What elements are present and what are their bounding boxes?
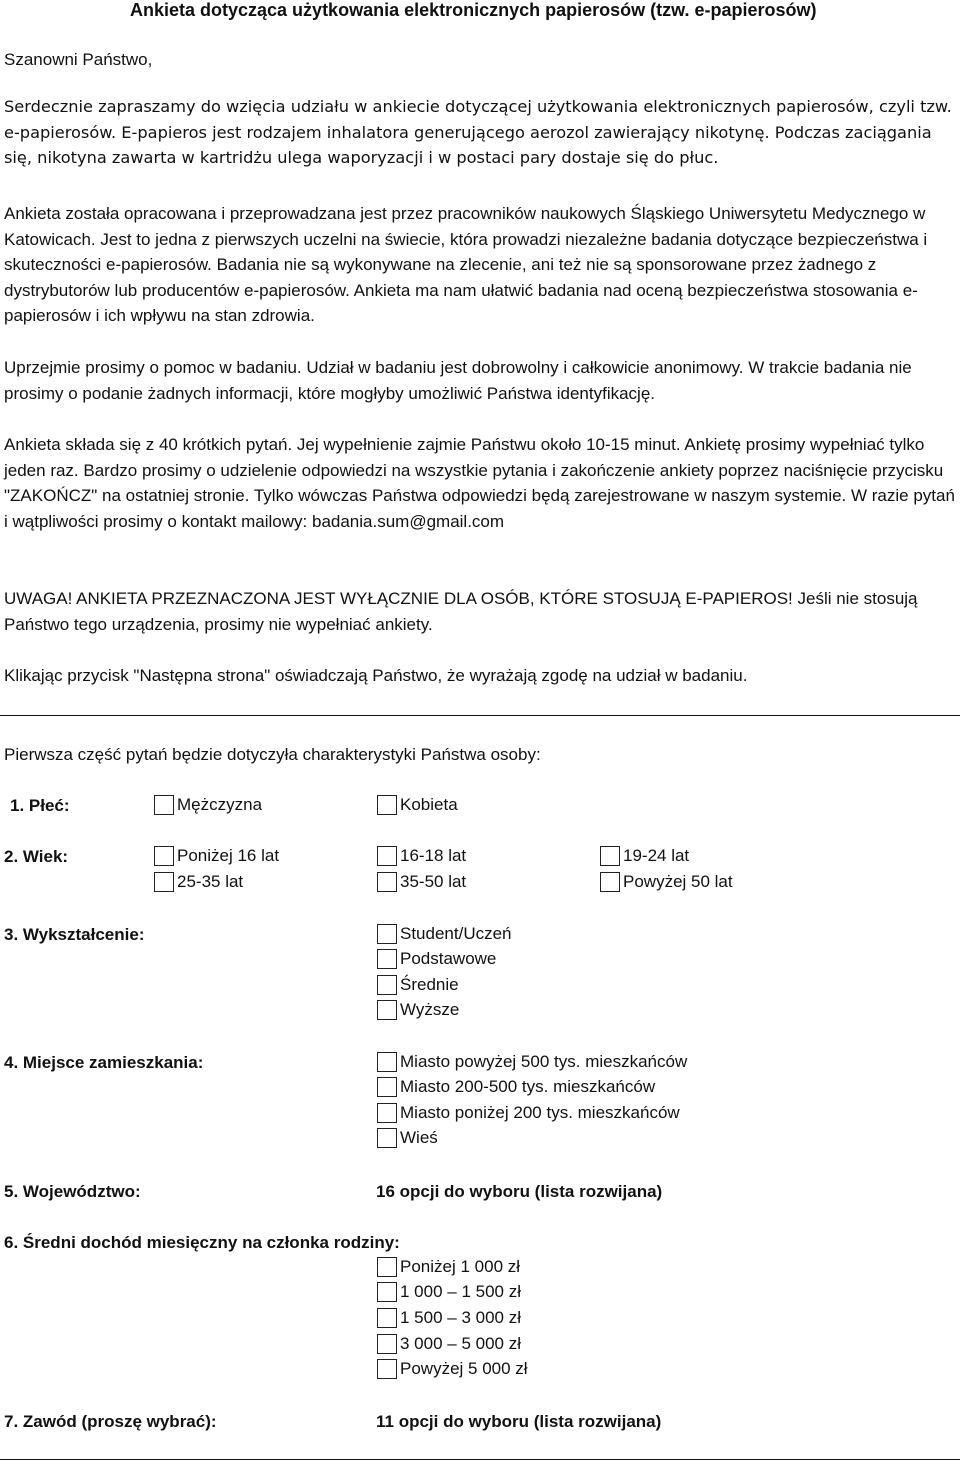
checkbox[interactable] [377, 846, 397, 866]
checkbox[interactable] [377, 1308, 397, 1328]
checkbox[interactable] [377, 1257, 397, 1277]
option-age-over50[interactable]: Powyżej 50 lat [600, 872, 733, 892]
option-age-19-24[interactable]: 19-24 lat [600, 846, 689, 866]
checkbox[interactable] [377, 1128, 397, 1148]
page-title: Ankieta dotycząca użytkowania elektronicznych papierosów (tzw. e-papierosów) [130, 0, 817, 20]
anonymity-paragraph: Uprzejmie prosimy o pomoc w badaniu. Udział w badaniu jest dobrowolny i całkowicie anonimowy. W trakcie badania nie prosimy o podanie żadnych informacji, które mogłyby umożliwić Państwa identyfikację. [4, 358, 912, 403]
checkbox[interactable] [600, 872, 620, 892]
checkbox[interactable] [377, 1359, 397, 1379]
option-age-35-50[interactable]: 35-50 lat [377, 872, 466, 892]
section-intro: Pierwsza część pytań będzie dotyczyła charakterystyki Państwa osoby: [4, 745, 541, 764]
divider [0, 715, 960, 716]
question-occupation-label: 7. Zawód (proszę wybrać): [4, 1412, 217, 1431]
option-gender-male[interactable]: Mężczyzna [154, 795, 262, 815]
warning-paragraph: UWAGA! ANKIETA PRZEZNACZONA JEST WYŁĄCZNIE DLA OSÓB, KTÓRE STOSUJĄ E-PAPIEROS! Jeśli nie stosują Państwo tego urządzenia, prosimy nie wypełniać ankiety. [4, 589, 918, 634]
option-age-under16[interactable]: Poniżej 16 lat [154, 846, 279, 866]
consent-paragraph: Klikając przycisk "Następna strona" oświadczają Państwo, że wyrażają zgodę na udział w badaniu. [4, 666, 748, 685]
question-gender-label: 1. Płeć: [10, 796, 70, 815]
checkbox[interactable] [377, 949, 397, 969]
option-age-16-18[interactable]: 16-18 lat [377, 846, 466, 866]
greeting: Szanowni Państwo, [4, 50, 153, 69]
question-voivodeship-label: 5. Województwo: [4, 1182, 141, 1201]
option-education-primary[interactable]: Podstawowe [377, 949, 496, 969]
option-income-3000-5000[interactable]: 3 000 – 5 000 zł [377, 1334, 521, 1354]
checkbox[interactable] [377, 1000, 397, 1020]
checkbox[interactable] [377, 1282, 397, 1302]
checkbox[interactable] [377, 1103, 397, 1123]
checkbox[interactable] [377, 1334, 397, 1354]
question-residence-label: 4. Miejsce zamieszkania: [4, 1053, 204, 1072]
option-income-1500-3000[interactable]: 1 500 – 3 000 zł [377, 1308, 521, 1328]
question-income-label: 6. Średni dochód miesięczny na członka rodziny: [4, 1233, 400, 1252]
question-age-label: 2. Wiek: [4, 847, 69, 866]
option-residence-village[interactable]: Wieś [377, 1128, 438, 1148]
checkbox[interactable] [377, 1077, 397, 1097]
option-education-student[interactable]: Student/Uczeń [377, 924, 512, 944]
checkbox[interactable] [377, 1052, 397, 1072]
voivodeship-dropdown-note: 16 opcji do wyboru (lista rozwijana) [376, 1182, 663, 1201]
checkbox[interactable] [154, 872, 174, 892]
checkbox[interactable] [154, 846, 174, 866]
option-gender-female[interactable]: Kobieta [377, 795, 458, 815]
option-age-25-35[interactable]: 25-35 lat [154, 872, 243, 892]
option-residence-200-500k[interactable]: Miasto 200-500 tys. mieszkańców [377, 1077, 655, 1097]
option-education-higher[interactable]: Wyższe [377, 1000, 459, 1020]
checkbox[interactable] [377, 795, 397, 815]
option-residence-under200k[interactable]: Miasto poniżej 200 tys. mieszkańców [377, 1103, 680, 1123]
option-income-under1000[interactable]: Poniżej 1 000 zł [377, 1257, 520, 1277]
option-education-secondary[interactable]: Średnie [377, 975, 459, 995]
checkbox[interactable] [377, 924, 397, 944]
about-paragraph: Ankieta została opracowana i przeprowadzana jest przez pracowników naukowych Śląskiego Uniwersytetu Medycznego w Katowicach. Jest to jedna z pierwszych uczelni na świecie, która prowadzi niezależne badania dotyczące bezpieczeństwa i skuteczności e-papierosów. Badania nie są wykonywane na zlecenie, ani też nie są sponsorowane przez żadnego z dystrybutorów lub producentów e-papierosów. Ankieta ma nam ułatwić badania nad oceną bezpieczeństwa stosowania e-papierosów i ich wpływu na stan zdrowia. [4, 204, 928, 325]
checkbox[interactable] [154, 795, 174, 815]
checkbox[interactable] [377, 975, 397, 995]
option-income-over5000[interactable]: Powyżej 5 000 zł [377, 1359, 528, 1379]
checkbox[interactable] [377, 872, 397, 892]
option-residence-over500k[interactable]: Miasto powyżej 500 tys. mieszkańców [377, 1052, 687, 1072]
instructions-paragraph: Ankieta składa się z 40 krótkich pytań. Jej wypełnienie zajmie Państwu około 10-15 minut. Ankietę prosimy wypełniać tylko jeden raz. Bardzo prosimy o udzielenie odpowiedzi na wszystkie pytania i zakończenie ankiety poprzez naciśnięcie przycisku "ZAKOŃCZ" na ostatniej stronie. Tylko wówczas Państwa odpowiedzi będą zarejestrowane w naszym systemie. W razie pytań i wątpliwości prosimy o kontakt mailowy: badania.sum@gmail.com [4, 435, 955, 531]
divider-bottom [0, 1459, 960, 1460]
checkbox[interactable] [600, 846, 620, 866]
option-income-1000-1500[interactable]: 1 000 – 1 500 zł [377, 1282, 521, 1302]
intro-paragraph: Serdecznie zapraszamy do wzięcia udziału w ankiecie dotyczącej użytkowania elektronicznych papierosów, czyli tzw. e-papierosów. E-papieros jest rodzajem inhalatora generującego aerozol zawierający nikotynę. Podczas zaciągania się, nikotyna zawarta w kartridżu ulega waporyzacji i w postaci pary dostaje się do płuc. [4, 97, 952, 167]
occupation-dropdown-note: 11 opcji do wyboru (lista rozwijana) [376, 1412, 662, 1431]
question-education-label: 3. Wykształcenie: [4, 925, 145, 944]
